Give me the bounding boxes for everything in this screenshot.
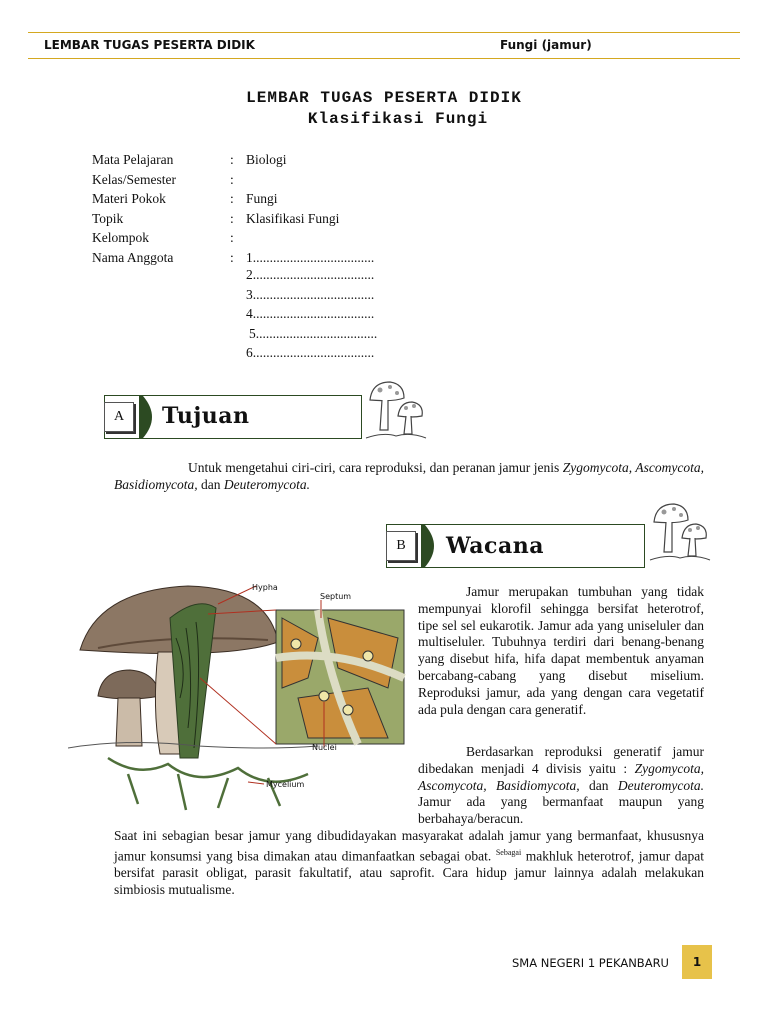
label-nuclei: Nuclei xyxy=(312,743,337,752)
info-row: Kelas/Semester : xyxy=(92,171,234,187)
banner-curve-icon xyxy=(139,396,161,438)
info-row: Materi Pokok : Fungi xyxy=(92,191,278,206)
header-left-text: LEMBAR TUGAS PESERTA DIDIK xyxy=(44,38,255,52)
label-septum: Septum xyxy=(320,592,352,601)
member-line-3: 3.................................... xyxy=(246,287,375,302)
info-row: Nama Anggota : 1.................................... xyxy=(92,249,375,265)
section-a-letter: A xyxy=(104,402,134,432)
info-row: Topik : Klasifikasi Fungi xyxy=(92,210,340,226)
header-bottom-line xyxy=(28,58,740,59)
wacana-paragraph-3: Saat ini sebagian besar jamur yang dibudidayakan masyarakat adalah jamur yang bermanfaat, khususnya jamur konsumsi yang bisa dimakan atau dimanfaatkan sebagai obat. $^{Sebagai}$ makhluk heterotrof, jamur dapat bersifat parasit obligat, parasit fakultatif, atau saprofit. Cara hidup jamur lainnya adalah melakukan simbiosis mutualisme. xyxy=(114,828,704,897)
mushroom-structure-figure xyxy=(68,578,410,818)
member-line-5: 5.................................... xyxy=(249,326,378,341)
member-line-2: 2.................................... xyxy=(246,267,375,282)
footer-school: SMA NEGERI 1 PEKANBARU xyxy=(512,956,669,970)
section-b-letter: B xyxy=(386,531,416,561)
banner-curve-icon xyxy=(421,525,443,567)
wacana-paragraph-1: Jamur merupakan tumbuhan yang tidak mempunyai klorofil sehingga bersifat heterotrof, tipe sel sel eukarotik. Jamur ada yang uniseluler dan multiseluler. Tubuhnya terdiri dari benang-benang yang disebut hifa, hifa dapat membentuk anyaman bercabang-cabang yang disebut miselium. Reproduksi jamur, ada yang dengan cara vegetatif ada pula dengan cara generatif. xyxy=(418,584,704,717)
info-table xyxy=(92,150,374,267)
header-right-text: Fungi (jamur) xyxy=(500,38,592,52)
mushroom-decoration-icon xyxy=(648,500,712,566)
page-number: 1 xyxy=(682,945,712,979)
label-mycelium: Mycelium xyxy=(266,780,305,789)
label-hypha: Hypha xyxy=(252,583,278,592)
mushroom-decoration-icon xyxy=(364,378,428,444)
tujuan-paragraph: Untuk mengetahui ciri-ciri, cara reproduksi, dan peranan jamur jenis Zygomycota, Ascomycota, Basidiomycota, dan Deuteromycota. xyxy=(114,460,704,492)
section-a-title: Tujuan xyxy=(162,403,250,429)
member-line-6: 6.................................... xyxy=(246,345,375,360)
page-subtitle: Klasifikasi Fungi xyxy=(307,110,489,128)
section-b-title: Wacana xyxy=(446,533,544,559)
member-line-4: 4.................................... xyxy=(246,306,375,321)
page-title: LEMBAR TUGAS PESERTA DIDIK xyxy=(246,89,522,107)
info-row: Kelompok : xyxy=(92,230,234,245)
info-row: Mata Pelajaran : Biologi xyxy=(92,152,287,167)
header-top-line xyxy=(28,32,740,33)
wacana-paragraph-2: Berdasarkan reproduksi generatif jamur dibedakan menjadi 4 divisis yaitu : Zygomycota, Ascomycota, Basidiomycota, dan Deuteromycota. Jamur ada yang bermanfaat maupun yang berbahaya/beracun. xyxy=(418,744,705,827)
